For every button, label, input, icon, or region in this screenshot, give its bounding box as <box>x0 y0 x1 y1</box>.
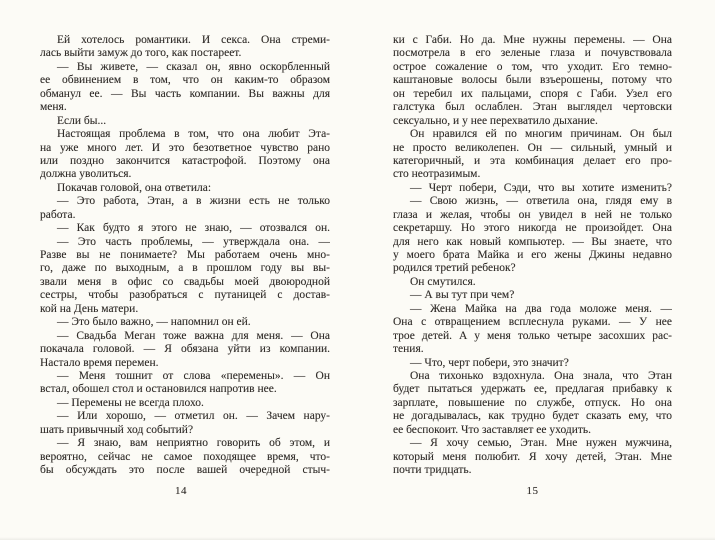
text-line: Разве вы не понимаете? Мы работаем очень мно- <box>40 249 330 261</box>
text-line: категоричный, и эта комбинация делает его про- <box>393 154 672 167</box>
text-line: должна уволиться. <box>40 168 132 181</box>
text-line: зарплате, повышение по службе, отпуск. Но она <box>393 396 672 409</box>
text-line: Он смутился. <box>410 275 476 288</box>
text-line: — Перемены не всегда плохо. <box>57 396 204 409</box>
text-line: почти тридцать. <box>393 464 472 476</box>
text-line: Она тихонько вздохнула. Она знала, что Этан <box>410 369 672 382</box>
text-line: Если бы... <box>57 114 107 127</box>
text-line: вероятно, сейчас не самое походящее время, что- <box>40 450 330 463</box>
text-line: каштановые волосы были взъерошены, потому что <box>393 74 672 87</box>
text-line: шать привычный ход событий? <box>40 423 194 436</box>
text-line: он теребил их пальцами, споря с Габи. Узел его <box>393 87 672 100</box>
text-line: встал, обошел стол и остановился напротив нее. <box>40 383 277 396</box>
text-line: кой на День матери. <box>40 302 139 315</box>
text-line: Он нравился ей по многим причинам. Он был <box>410 128 672 141</box>
text-line: — Меня тошнит от слова «перемены». — Он <box>57 369 330 382</box>
text-line: — Я знаю, вам неприятно говорить об этом, и <box>57 437 330 450</box>
text-line: будет пытаться удержать ее, предлагая прибавку к <box>393 383 672 396</box>
text-line: го, даже по выходным, а в прошлом году вы вы- <box>40 262 330 275</box>
text-line: родился третий ребенок? <box>393 262 516 275</box>
text-line: — Свою жизнь, — ответила она, глядя ему в <box>410 195 672 208</box>
text-line: у моего брата Майка и его жены Джины недавно <box>393 249 672 261</box>
text-line: трое детей. А у меня только четыре засохших рас- <box>393 329 672 342</box>
text-line: Ей хотелось романтики. И секса. Она стреми- <box>57 34 330 46</box>
text-line: секретаршу. Но этого никогда не произойдет. Она <box>393 222 672 235</box>
text-line: обманул ее. — Вы часть компании. Вы важны для <box>40 87 330 100</box>
text-line: — Жена Майка на два года моложе меня. — <box>410 302 672 315</box>
text-line: меня. <box>40 101 67 114</box>
text-line: для него как новый компьютер. — Вы знаете, что <box>393 235 672 248</box>
text-line: ее беспокоит. Что заставляет ее уходить. <box>393 423 592 436</box>
text-line: — Что, черт побери, это значит? <box>410 356 569 369</box>
text-line: — Я хочу семью, Этан. Мне нужен мужчина, <box>410 437 672 450</box>
text-line: на уже много лет. И это безответное чувство рано <box>40 141 330 154</box>
text-line: — Черт побери, Сэди, что вы хотите изменить? <box>410 181 672 194</box>
text-line: который меня полюбит. Я хочу детей, Этан. Мне <box>393 450 672 463</box>
text-line: не догадывалась, как трудно будет сказать ему, что <box>393 410 672 423</box>
text-line: острое сожаление о том, что уходит. Его темно- <box>393 60 672 73</box>
text-line: покачала головой. — Я обязана уйти из компании. <box>40 343 330 356</box>
text-line: сексуально, и у нее перехватило дыхание. <box>393 114 598 127</box>
page-right-text-column <box>393 34 672 477</box>
text-line: лась выйти замуж до того, как постареет. <box>40 47 242 60</box>
text-line: галстука был ослаблен. Этан выглядел чертовски <box>393 101 672 114</box>
text-line: ки с Габи. Но да. Мне нужны перемены. — Она <box>393 34 672 46</box>
text-line: ее обвинением в том, что он каким-то образом <box>40 74 330 87</box>
text-line: звали меня в офис со свадьбы моей двоюродной <box>40 275 330 288</box>
text-line: — Это часть проблемы, — утверждала она. — <box>57 235 330 248</box>
text-line: или поздно закончится катастрофой. Поэтому она <box>40 154 330 167</box>
text-line: — Вы живете, — сказал он, явно оскорбленный <box>57 60 330 73</box>
text-line: Настало время перемен. <box>40 356 159 369</box>
text-line: — Свадьба Меган тоже важна для меня. — Она <box>57 329 330 342</box>
page-left-text-column <box>40 34 330 477</box>
text-line: Покачав головой, она ответила: <box>57 181 212 194</box>
text-line: не просто великолепен. Он — сильный, умный и <box>393 141 672 154</box>
text-line: сто неотразимым. <box>393 168 481 181</box>
text-line: — Как будто я этого не знаю, — отозвался он. <box>57 222 330 235</box>
text-line: — Это было важно, — напомнил он ей. <box>57 316 251 329</box>
text-line: работа. <box>40 208 76 221</box>
text-line: сестры, чтобы разобраться с путаницей с достав- <box>40 289 330 302</box>
page-number-right: 15 <box>526 485 539 497</box>
text-line: тения. <box>393 343 424 356</box>
text-line: посмотрела в его зеленые глаза и почувствовала <box>393 47 672 60</box>
text-line: — Или хорошо, — отметил он. — Зачем нару- <box>57 410 330 423</box>
page-number-left: 14 <box>175 485 187 497</box>
text-line: Настоящая проблема в том, что она любит Эта- <box>57 128 330 141</box>
text-line: бы обсуждать это после вашей очередной стыч- <box>40 464 330 476</box>
text-line: глаза и желая, чтобы он увидел в ней не только <box>393 208 672 221</box>
text-line: — Это работа, Этан, а в жизни есть не только <box>57 195 330 208</box>
text-line: — А вы тут при чем? <box>410 289 515 302</box>
text-line: Она с отвращением всплеснула руками. — У нее <box>393 316 672 329</box>
